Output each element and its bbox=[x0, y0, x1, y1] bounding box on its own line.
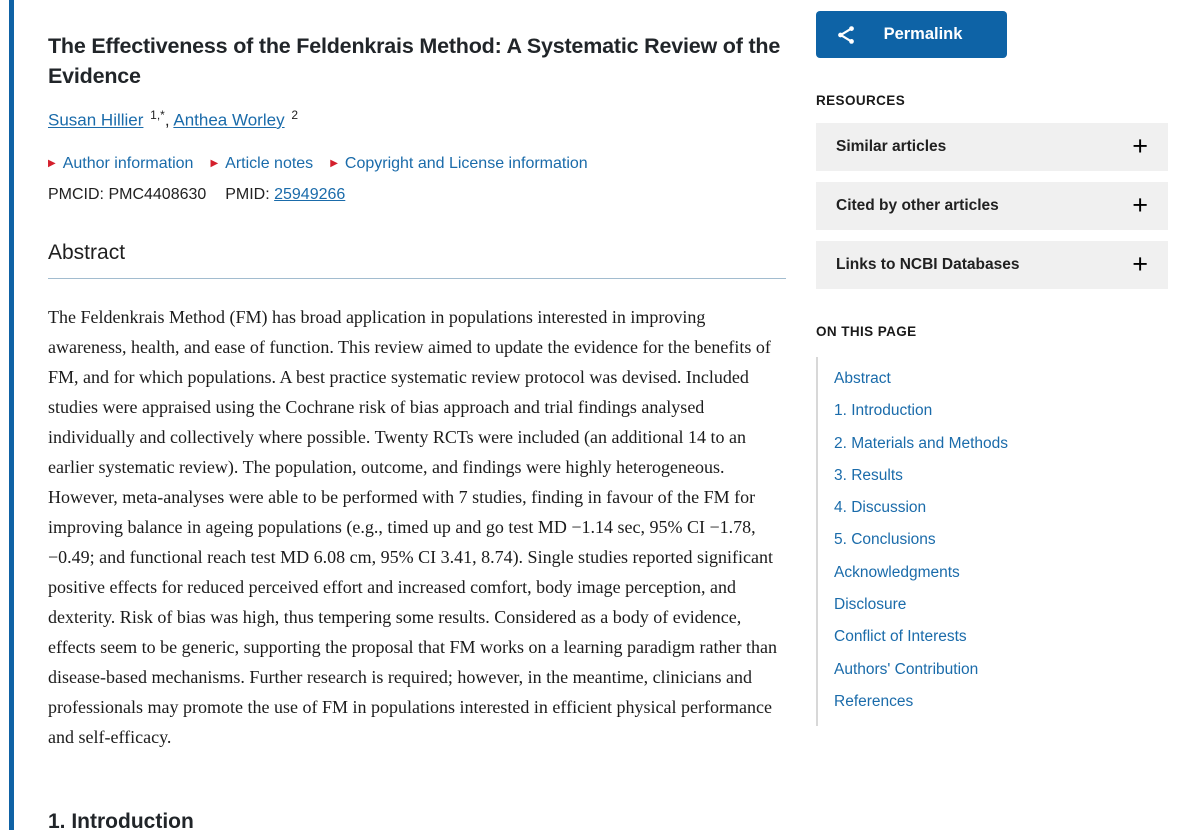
toc-item bbox=[834, 428, 1008, 460]
triangle-right-icon: ▶ bbox=[210, 158, 219, 169]
toc-link-authors-contribution[interactable]: Authors' Contribution bbox=[834, 660, 979, 678]
resources-accordion-list bbox=[816, 123, 1168, 300]
accordion-label: Cited by other articles bbox=[836, 197, 999, 214]
toc-item bbox=[834, 492, 1008, 524]
toc-item bbox=[834, 363, 1008, 395]
share-icon bbox=[835, 24, 857, 46]
resources-heading: RESOURCES bbox=[816, 93, 906, 108]
toc-link-4-discussion[interactable]: 4. Discussion bbox=[834, 499, 927, 517]
page-edge-accent-bar bbox=[9, 0, 14, 830]
toc-item bbox=[834, 395, 1008, 427]
toc-item bbox=[834, 460, 1008, 492]
article-meta-toggles bbox=[48, 155, 588, 173]
author-link[interactable]: Anthea Worley bbox=[173, 110, 285, 130]
toc-link-references[interactable]: References bbox=[834, 692, 914, 710]
abstract-heading: Abstract bbox=[48, 241, 786, 279]
abstract-text: The Feldenkrais Method (FM) has broad application in populations interested in improving awareness, health, and ease of function. This review aimed to update the evidence for the benefits of FM, and for which populations. A best practice systematic review protocol was devised. Included studies were appraised using the Cochrane risk of bias approach and trial findings analysed individually and collectively where possible. Twenty RCTs were included (an additional 14 to an earlier systematic review). The population, outcome, and findings were highly heterogeneous. However, meta-analyses were able to be performed with 7 studies, finding in favour of the FM for improving balance in ageing populations (e.g., timed up and go test MD −1.14 sec, 95% CI −1.78, −0.49; and functional reach test MD 6.08 cm, 95% CI 3.41, 8.74). Single studies reported significant positive effects for reduced perceived effort and increased comfort, body image perception, and dexterity. Risk of bias was high, thus tempering some results. Considered as a body of evidence, effects seem to be generic, supporting the proposal that FM works on a learning paradigm rather than disease-based mechanisms. Further research is required; however, in the meantime, clinicians and professionals may promote the use of FM in populations interested in efficient physical performance and self-efficacy. bbox=[48, 307, 777, 747]
toc-link-3-results[interactable]: 3. Results bbox=[834, 466, 903, 484]
toc-link-abstract[interactable]: Abstract bbox=[834, 370, 891, 387]
author-link[interactable]: Susan Hillier bbox=[48, 110, 144, 130]
accordion-cited-by-other-articles[interactable]: Cited by other articles + bbox=[816, 182, 1168, 230]
author-affiliation-sup: 2 bbox=[291, 108, 298, 122]
toc-link-acknowledgments[interactable]: Acknowledgments bbox=[834, 563, 960, 581]
article-main-column bbox=[48, 0, 786, 833]
author-affiliation-sup: 1,* bbox=[150, 108, 165, 122]
article-title: The Effectiveness of the Feldenkrais Method: A Systematic Review of the Evidence bbox=[48, 34, 781, 88]
permalink-label: Permalink bbox=[883, 25, 963, 43]
pmid-link[interactable]: 25949266 bbox=[274, 186, 346, 203]
toc-link-1-introduction[interactable]: 1. Introduction bbox=[834, 402, 933, 420]
meta-toggle-label: Copyright and License information bbox=[344, 155, 588, 172]
triangle-right-icon: ▶ bbox=[48, 158, 56, 169]
pmid-label: PMID: bbox=[225, 186, 270, 203]
accordion-label: Links to NCBI Databases bbox=[836, 256, 1020, 273]
accordion-label: Similar articles bbox=[836, 138, 947, 155]
meta-toggle-label: Article notes bbox=[225, 155, 314, 172]
toc-link-5-conclusions[interactable]: 5. Conclusions bbox=[834, 531, 936, 549]
toc-link-2-materials-and-methods[interactable]: 2. Materials and Methods bbox=[834, 434, 1009, 452]
on-this-page-toc bbox=[816, 357, 1008, 726]
meta-toggle-label: Author information bbox=[62, 155, 194, 172]
author-list: Susan Hillier $^{1,*}$, Anthea Worley $^2$ bbox=[48, 108, 298, 130]
toc-item bbox=[834, 654, 1008, 686]
article-ids-line bbox=[48, 186, 345, 204]
accordion-links-to-ncbi-databases[interactable]: Links to NCBI Databases + bbox=[816, 241, 1168, 289]
meta-toggle-copyright-and-license-information[interactable] bbox=[330, 155, 588, 173]
pmcid-value: PMC4408630 bbox=[108, 186, 207, 203]
article-sidebar bbox=[816, 0, 1168, 830]
pmcid-label: PMCID: bbox=[48, 186, 104, 203]
meta-toggle-article-notes[interactable] bbox=[210, 155, 313, 173]
permalink-button[interactable] bbox=[816, 11, 1007, 58]
accordion-similar-articles[interactable]: Similar articles + bbox=[816, 123, 1168, 171]
introduction-heading: 1. Introduction bbox=[48, 810, 194, 833]
toc-item bbox=[834, 524, 1008, 556]
triangle-right-icon: ▶ bbox=[330, 158, 338, 169]
toc-link-conflict-of-interests[interactable]: Conflict of Interests bbox=[834, 628, 967, 646]
on-this-page-heading: ON THIS PAGE bbox=[816, 324, 917, 339]
toc-link-disclosure[interactable]: Disclosure bbox=[834, 596, 907, 614]
toc-item bbox=[834, 589, 1008, 621]
toc-item bbox=[834, 686, 1008, 718]
toc-item bbox=[834, 621, 1008, 653]
meta-toggle-author-information[interactable] bbox=[48, 155, 193, 173]
toc-item bbox=[834, 557, 1008, 589]
